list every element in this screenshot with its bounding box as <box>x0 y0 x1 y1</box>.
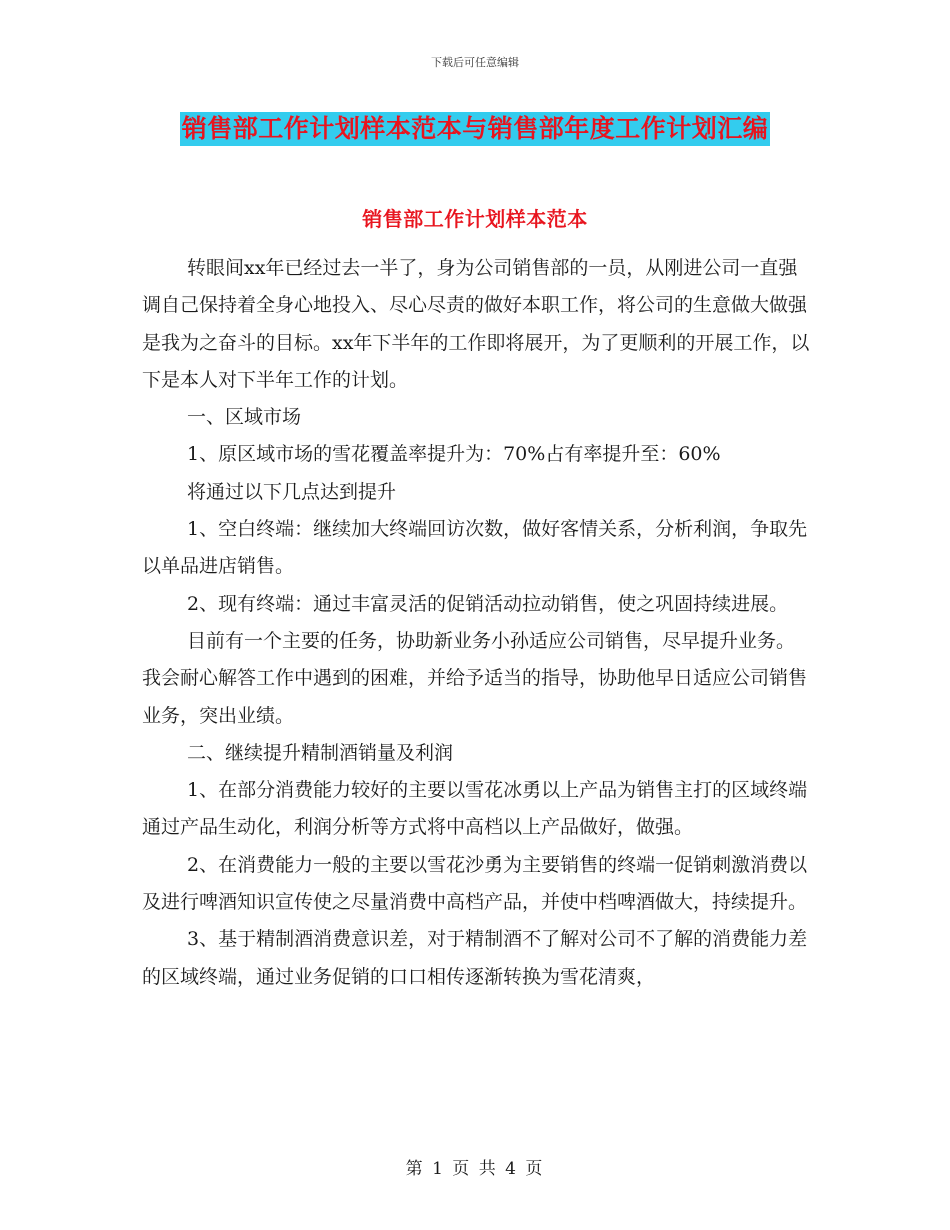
page-number-footer: 第 1 页 共 4 页 <box>405 1159 545 1179</box>
header-note: 下载后可任意编辑 <box>431 56 519 69</box>
paragraph: 将通过以下几点达到提升 <box>187 480 397 503</box>
paragraph: 1、在部分消费能力较好的主要以雪花冰勇以上产品为销售主打的区域终端通过产品生动化，利润分析等方式将中高档以上产品做好，做强。 <box>142 779 808 839</box>
paragraph: 3、基于精制酒消费意识差，对于精制酒不了解对公司不了解的消费能力差的区域终端，通过业务促销的口口相传逐渐转换为雪花清爽， <box>142 928 808 988</box>
paragraph: 2、现有终端：通过丰富灵活的促销活动拉动销售，使之巩固持续进展。 <box>187 592 789 615</box>
paragraph: 2、在消费能力一般的主要以雪花沙勇为主要销售的终端一促销刺激消费以及进行啤酒知识宣传使之尽量消费中高档产品，并使中档啤酒做大，持续提升。 <box>142 853 808 914</box>
main-title-container <box>0 112 950 146</box>
main-title: 销售部工作计划样本范本与销售部年度工作计划汇编 <box>180 112 771 146</box>
paragraph: 1、原区域市场的雪花覆盖率提升为：70%占有率提升至：60% <box>187 443 721 466</box>
paragraph: 转眼间xx年已经过去一半了，身为公司销售部的一员，从刚进公司一直强调自己保持着全身心地投入、尽心尽责的做好本职工作，将公司的生意做大做强是我为之奋斗的目标。xx年下半年的工作即将展开，为了更顺利的开展工作，以下是本人对下半年工作的计划。 <box>142 257 810 391</box>
paragraph: 目前有一个主要的任务，协助新业务小孙适应公司销售，尽早提升业务。我会耐心解答工作中遇到的困难，并给予适当的指导，协助他早日适应公司销售业务，突出业绩。 <box>142 629 808 727</box>
paragraph: 1、空白终端：继续加大终端回访次数，做好客情关系，分析利润，争取先以单品进店销售。 <box>142 518 808 578</box>
paragraph: 二、继续提升精制酒销量及利润 <box>187 741 454 764</box>
section-title: 销售部工作计划样本范本 <box>362 207 588 231</box>
paragraph: 一、区域市场 <box>187 406 302 429</box>
body-text <box>142 250 812 996</box>
